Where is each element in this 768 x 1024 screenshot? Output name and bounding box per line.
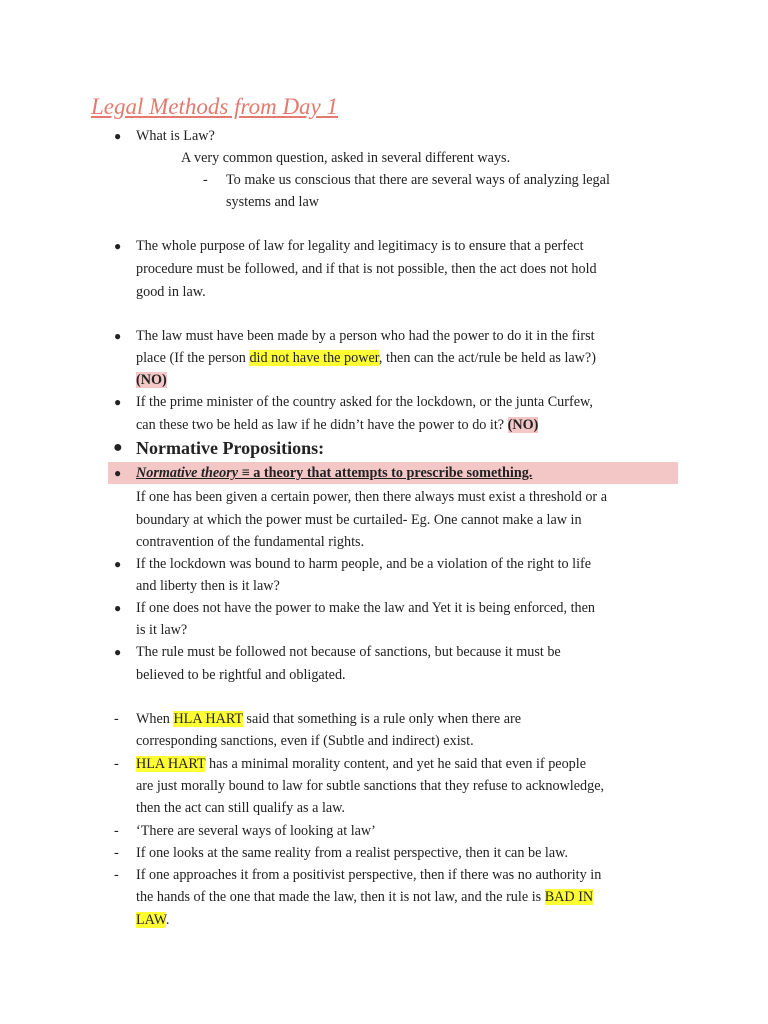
dash-marker: - [114,867,119,883]
bullet-icon: ● [114,557,122,571]
section-heading: Normative Propositions: [136,438,325,458]
text-line: If the prime minister of the country asked for the lockdown, or the junta Curfew, [136,394,593,410]
text-line: A very common question, asked in several different ways. [181,150,511,166]
text-line: If one does not have the power to make the law and Yet it is being enforced, then [136,600,595,616]
text-line: What is Law? [136,128,215,144]
dash-marker: - [114,845,119,861]
text-line: The rule must be followed not because of sanctions, but because it must be [136,644,561,660]
page-title: Legal Methods from Day 1 [91,94,339,119]
text-run: the hands of the one that made the law, then it is not law, and the rule is [136,889,545,905]
dash-marker: - [114,756,119,772]
text-line: good in law. [136,284,206,300]
text-line: and liberty then is it law? [136,578,280,594]
text-line: is it law? [136,622,188,638]
text-line [136,347,596,369]
text-run: . [165,912,170,928]
highlighted-text: HLA HART [136,756,206,772]
text-run: , then can the act/rule be held as law?) [378,350,596,366]
text-line: If one approaches it from a positivist perspective, then if there was no authority in [136,867,602,883]
highlighted-text: LAW [136,912,166,928]
definition-text: ≡ a theory that attempts to prescribe something. [238,465,533,481]
text-run: has a minimal morality content, and yet he said that even if people [205,756,587,772]
text-line: are just morally bound to law for subtle sanctions that they refuse to acknowledge, [136,778,605,794]
pink-tag: (NO) [507,417,539,433]
text-line [136,708,521,730]
text-line [136,753,586,775]
text-run: When [136,711,174,727]
text-line: corresponding sanctions, even if (Subtle and indirect) exist. [136,733,474,749]
highlighted-text: did not have the power [249,350,379,366]
text-run: said that something is a rule only when there are [242,711,522,727]
bullet-icon: ● [113,439,123,456]
text-line: The whole purpose of law for legality and legitimacy is to ensure that a perfect [136,238,584,254]
bullet-icon: ● [114,601,122,615]
text-line [136,414,538,436]
text-line: If one looks at the same reality from a realist perspective, then it can be law. [136,845,569,861]
text-line [136,886,593,908]
text-line: systems and law [226,194,319,210]
bullet-icon: ● [114,129,122,143]
dash-marker: - [114,711,119,727]
pink-tag: (NO) [136,372,167,388]
bullet-icon: ● [114,329,122,343]
highlighted-text: HLA HART [173,711,243,727]
text-line: procedure must be followed, and if that is not possible, then the act does not hold [136,261,597,277]
normative-theory-definition [136,462,532,484]
highlighted-text: BAD IN [544,889,594,905]
text-run: can these two be held as law if he didn’t have the power to do it? [136,417,505,433]
text-run: place (If the person [136,350,250,366]
dash-marker: - [203,172,208,188]
text-line: boundary at which the power must be curtailed- Eg. One cannot make a law in [136,512,582,528]
text-line: contravention of the fundamental rights. [136,534,365,550]
term: Normative theory [136,465,239,481]
bullet-icon: ● [114,466,122,480]
dash-marker: - [114,823,119,839]
text-line [136,909,169,931]
text-line: If the lockdown was bound to harm people, and be a violation of the right to life [136,556,592,572]
bullet-icon: ● [114,645,122,659]
text-line: believed to be rightful and obligated. [136,667,346,683]
text-line: ‘There are several ways of looking at law’ [136,823,376,839]
text-line: To make us conscious that there are several ways of analyzing legal [226,172,610,188]
text-line [136,369,167,391]
text-line: If one has been given a certain power, then there always must exist a threshold or a [136,489,607,505]
text-line: The law must have been made by a person who had the power to do it in the first [136,328,595,344]
text-line: then the act can still qualify as a law. [136,800,346,816]
bullet-icon: ● [114,395,122,409]
bullet-icon: ● [114,239,122,253]
